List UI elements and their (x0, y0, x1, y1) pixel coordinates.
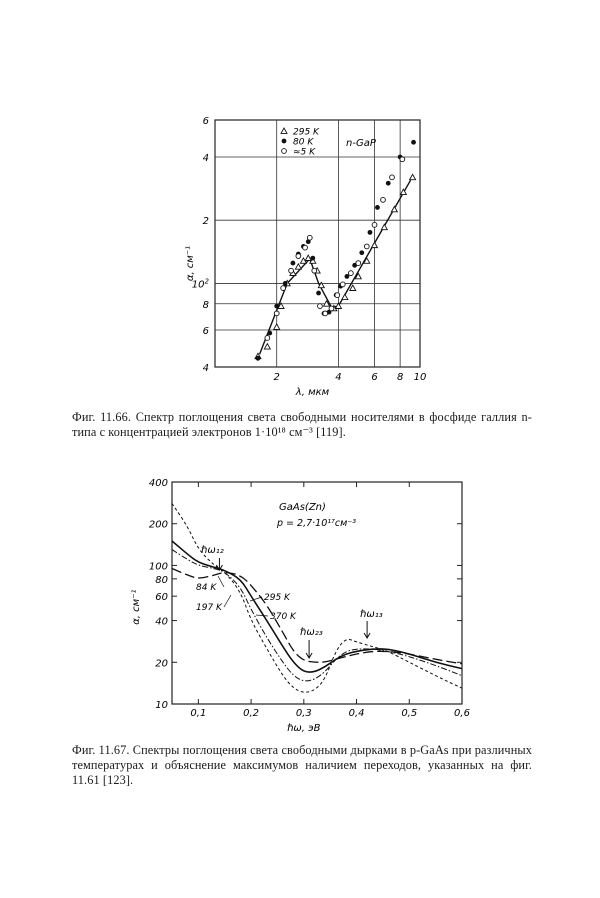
x-tick-label: 6 (371, 372, 378, 383)
data-point-5k (281, 286, 286, 291)
y-tick-label: 8 (202, 299, 209, 311)
x-axis-label: λ, мкм (295, 387, 330, 398)
y-tick-label: 10 (155, 700, 168, 711)
series-label-leader (256, 615, 268, 616)
data-point-5k (340, 282, 345, 287)
figure-11-67-caption (72, 743, 532, 788)
data-point-5k (312, 268, 317, 273)
y-tick-label: 100 (148, 561, 168, 573)
data-point-5k (400, 157, 405, 162)
y-tick-label: 4 (202, 152, 209, 164)
y-tick-label: 60 (155, 592, 168, 604)
data-point-295k (410, 174, 416, 179)
y-tick-label: 40 (155, 616, 168, 628)
data-point-80k (375, 205, 380, 210)
y-tick-label: 6 (202, 326, 209, 338)
x-tick-label: 0,2 (243, 708, 260, 719)
data-point-295k (274, 324, 280, 329)
legend-label: ≈5 K (293, 147, 316, 158)
x-tick-label: 0,4 (348, 708, 365, 719)
y-tick-label: 80 (155, 574, 168, 586)
legend-label: 80 K (293, 137, 314, 148)
data-point-5k (335, 293, 340, 298)
transition-label: ℏω₁₂ (201, 545, 224, 556)
x-tick-label: 0,5 (401, 708, 418, 719)
sample-label: n-GaP (346, 138, 376, 149)
y-tick-exponent: 2 (204, 277, 209, 286)
transition-label: ℏω₁₃ (360, 609, 383, 620)
series-label-leader (218, 576, 224, 587)
series-label: 84 K (196, 583, 217, 593)
caption-text: Спектры поглощения света свободными дырками в p-GaAs при различных температурах и объяснение максимумов наличием переходов, указанных на фиг. 11.61 [123]. (72, 743, 532, 787)
data-point-295k (295, 264, 301, 269)
chart-legend (281, 128, 377, 158)
chart-fig-11-66 (0, 0, 600, 410)
x-tick-label: 10 (413, 372, 427, 383)
figure-11-67 (0, 470, 600, 744)
data-point-5k (265, 336, 270, 341)
data-point-5k (274, 311, 279, 316)
series-line-197k (172, 550, 462, 681)
data-point-5k (307, 235, 312, 240)
y-tick-label: $10^2$ (191, 277, 209, 291)
x-axis-label: ℏω, эВ (287, 723, 321, 734)
figure-number: Фиг. 11.67. (72, 743, 130, 757)
x-tick-label: 8 (396, 372, 404, 383)
x-tick-label: 2 (273, 372, 280, 383)
data-point-80k (316, 291, 321, 296)
series-label-leader (224, 595, 231, 607)
data-point-5k (390, 175, 395, 180)
data-point-80k (411, 140, 416, 145)
data-point-5k (356, 261, 361, 266)
data-point-80k (310, 256, 315, 261)
data-point-5k (323, 311, 328, 316)
concentration-label: p = 2,7·10¹⁷см⁻³ (277, 518, 357, 529)
data-point-5k (381, 197, 386, 202)
y-tick-label: 20 (155, 658, 168, 670)
chart-fig-11-67 (0, 470, 600, 740)
legend-marker-5k (282, 149, 287, 154)
x-tick-label: 0,1 (190, 708, 207, 719)
data-point-5k (329, 306, 334, 311)
data-point-295k (372, 242, 378, 247)
data-point-5k (289, 268, 294, 273)
data-point-80k (359, 250, 364, 255)
data-point-295k (264, 344, 270, 349)
data-point-80k (283, 281, 288, 286)
chart-annotations (196, 502, 383, 658)
data-point-80k (274, 304, 279, 309)
series-line-84k (172, 504, 462, 693)
x-tick-label: 4 (335, 372, 342, 383)
data-point-80k (267, 331, 272, 336)
y-tick-label: 4 (202, 363, 209, 374)
sample-label: GaAs(Zn) (279, 502, 326, 513)
y-tick-label: 2 (202, 216, 209, 228)
series-label: 295 K (264, 593, 290, 603)
data-point-295k (381, 224, 387, 229)
data-point-80k (291, 261, 296, 266)
fit-line (260, 180, 411, 354)
figure-11-66 (0, 0, 600, 414)
y-tick-label: 400 (148, 478, 168, 489)
data-point-5k (318, 304, 323, 309)
data-point-295k (391, 206, 397, 211)
data-point-5k (372, 222, 377, 227)
caption-text: Спектр поглощения света свободными носителями в фосфиде галлия n-типа с концентрацией электронов 1·10¹⁸ см⁻³ [119]. (72, 410, 532, 439)
data-point-80k (256, 356, 261, 361)
chart-tick-labels (149, 478, 470, 719)
data-points (255, 137, 416, 361)
y-tick-label: 200 (148, 519, 168, 531)
figure-number: Фиг. 11.66. (72, 410, 132, 424)
transition-label: ℏω₂₃ (300, 627, 323, 638)
legend-label: 295 K (293, 127, 319, 138)
data-point-5k (296, 254, 301, 259)
figure-11-66-caption (72, 410, 532, 440)
legend-marker-295k (281, 128, 287, 133)
y-axis-label: α, см⁻¹ (185, 245, 196, 282)
chart-grid (215, 120, 420, 367)
series-label: 197 K (196, 603, 222, 613)
data-point-80k (386, 181, 391, 186)
legend-marker-80k (282, 139, 287, 144)
fit-line-path (260, 180, 411, 354)
y-axis-label: α, см⁻¹ (131, 589, 142, 625)
x-tick-label: 0,6 (454, 708, 470, 719)
data-point-5k (303, 245, 308, 250)
data-point-295k (342, 294, 348, 299)
y-tick-label: 6 (202, 116, 209, 127)
data-point-5k (348, 271, 353, 276)
x-tick-label: 0,3 (295, 708, 312, 719)
data-point-295k (305, 255, 311, 260)
series-label: 370 K (270, 612, 296, 622)
data-point-80k (368, 230, 373, 235)
data-series (172, 504, 462, 693)
data-point-5k (364, 244, 369, 249)
